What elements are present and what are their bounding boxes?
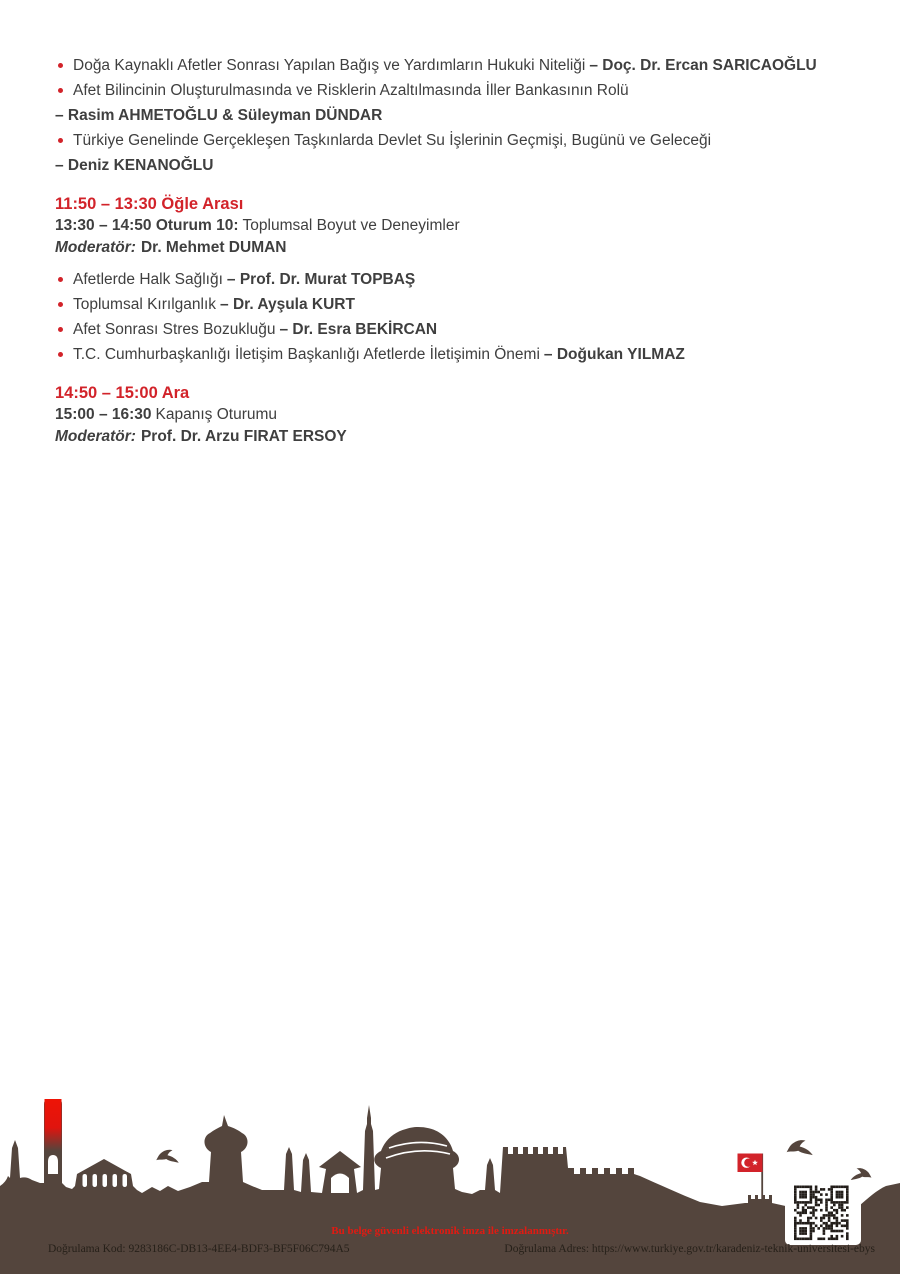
talk-title: Afet Sonrası Stres Bozukluğu (73, 321, 276, 338)
bullet-icon (58, 352, 63, 357)
talk-item (55, 128, 855, 153)
moderator-name: Prof. Dr. Arzu FIRAT ERSOY (140, 428, 347, 445)
talk-item (55, 267, 855, 292)
talk-title: Toplumsal Kırılganlık (73, 296, 217, 313)
session-title: Kapanış Oturumu (155, 406, 278, 423)
bird-icon (851, 1168, 872, 1180)
break-heading: 14:50 – 15:00 Ara (55, 384, 190, 402)
session-time: 15:00 – 16:30 (55, 406, 152, 423)
talk-speaker: – Rasim AHMETOĞLU & Süleyman DÜNDAR (55, 107, 383, 124)
bullet-icon (58, 138, 63, 143)
talk-text (73, 292, 855, 317)
moderator-label: Moderatör: (55, 428, 136, 445)
talk-speaker: – Deniz KENANOĞLU (55, 157, 214, 174)
talk-speaker: – Dr. Ayşula KURT (220, 296, 355, 313)
talk-list (55, 267, 855, 367)
session-time: 13:30 – 14:50 Oturum 10: (55, 217, 239, 234)
bullet-icon (58, 327, 63, 332)
bullet-icon (58, 277, 63, 282)
talk-title: Afet Bilincinin Oluşturulmasında ve Risklerin Azaltılmasında İller Bankasının Rolü (73, 82, 629, 99)
moderator-line (55, 426, 855, 448)
talk-title: T.C. Cumhurbaşkanlığı İletişim Başkanlığı Afetlerde İletişimin Önemi (73, 346, 540, 363)
session-line (55, 404, 855, 426)
talk-title: Afetlerde Halk Sağlığı (73, 271, 223, 288)
talk-title: Doğa Kaynaklı Afetler Sonrası Yapılan Bağış ve Yardımların Hukuki Niteliği (73, 57, 586, 74)
talk-speaker: – Dr. Esra BEKİRCAN (279, 321, 438, 338)
verification-line (0, 1242, 900, 1256)
signature-note: Bu belge güvenli elektronik imza ile imzalanmıştır. (331, 1225, 569, 1237)
bullet-icon (58, 88, 63, 93)
bird-icon (787, 1140, 813, 1155)
session-title: Toplumsal Boyut ve Deneyimler (242, 217, 460, 234)
bird-icon (156, 1150, 179, 1163)
tower-arch-window (48, 1155, 58, 1174)
break-heading: 11:50 – 13:30 Öğle Arası (55, 195, 244, 213)
talk-item (55, 292, 855, 317)
bullet-icon (58, 63, 63, 68)
talk-item (55, 342, 855, 367)
talk-item (55, 317, 855, 342)
tower-red-gradient (45, 1099, 62, 1151)
talk-text (73, 267, 855, 292)
session-line (55, 215, 855, 237)
moderator-line (55, 237, 855, 259)
verification-code: Doğrulama Kod: 9283186C-DB13-4EE4-BDF3-BF5F06C794A5 (48, 1243, 350, 1255)
footer (0, 1090, 900, 1274)
talk-text (73, 342, 855, 367)
talk-text (73, 317, 855, 342)
talk-speaker: – Prof. Dr. Murat TOPBAŞ (226, 271, 416, 288)
talk-title: Türkiye Genelinde Gerçekleşen Taşkınlarda Devlet Su İşlerinin Geçmişi, Bugünü ve Geleceği (73, 132, 712, 149)
bullet-icon (58, 302, 63, 307)
moderator-name: Dr. Mehmet DUMAN (140, 239, 287, 256)
turkish-flag-icon (738, 1154, 763, 1173)
gazebo-arch (331, 1174, 349, 1194)
program-content (55, 53, 855, 448)
talk-text (73, 53, 855, 78)
talk-item (55, 78, 855, 103)
verification-address: Doğrulama Adres: https://www.turkiye.gov.tr/karadeniz-teknik-universitesi-ebys (504, 1243, 875, 1255)
talk-speaker: – Doç. Dr. Ercan SARICAOĞLU (589, 57, 817, 74)
talk-speaker: – Doğukan YILMAZ (543, 346, 685, 363)
moderator-label: Moderatör: (55, 239, 136, 256)
talk-item (55, 53, 855, 78)
